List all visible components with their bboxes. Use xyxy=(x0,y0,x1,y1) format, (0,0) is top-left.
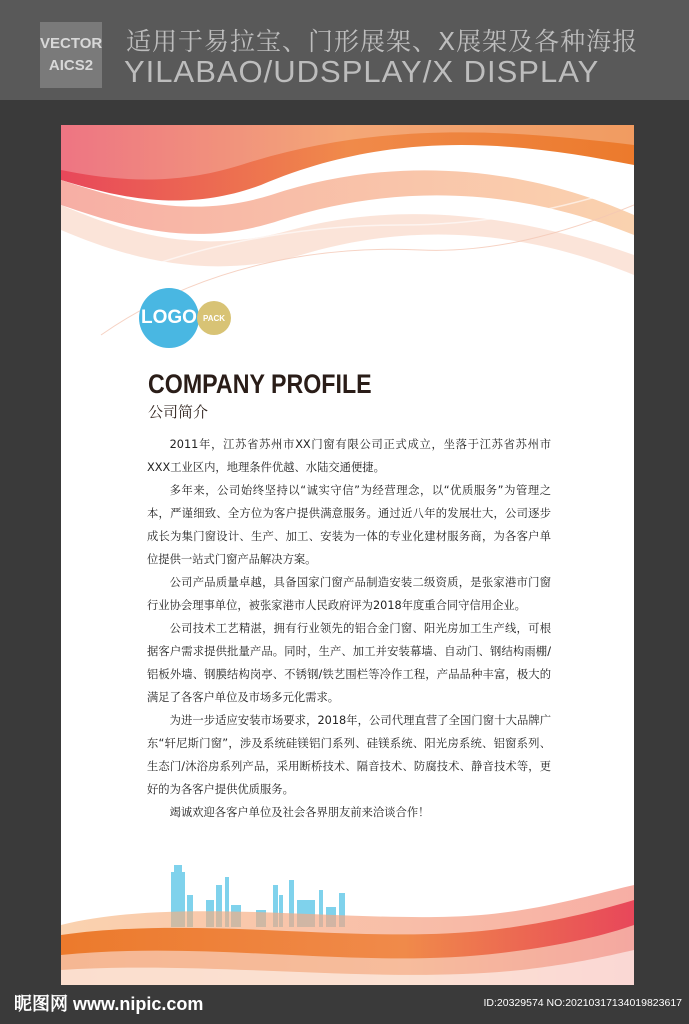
profile-body xyxy=(147,433,551,824)
badge-line-2: AICS2 xyxy=(48,57,94,74)
header-title-cn: 适用于易拉宝、门形展架、X展架及各种海报 xyxy=(126,27,639,56)
paragraph: 2011年，江苏省苏州市XX门窗有限公司正式成立，坐落于江苏省苏州市XXX工业区内，地理条件优越、水陆交通便捷。 xyxy=(147,438,551,474)
profile-title-cn: 公司简介 xyxy=(148,403,209,421)
header-title-en: YILABAO/UDSPLAY/X DISPLAY xyxy=(124,54,600,89)
poster xyxy=(61,125,634,985)
logo-circle xyxy=(139,288,199,348)
pack-circle xyxy=(197,301,231,335)
header-banner xyxy=(0,0,689,100)
paragraph: 公司技术工艺精湛，拥有行业领先的铝合金门窗、阳光房加工生产线，可根据客户需求提供批量产品。同时，生产、加工并安装幕墙、自动门、钢结构雨棚/铝板外墙、钢膜结构岗亭、不锈钢/铁艺围栏等冷作工程，产品品种丰富，极大的满足了各客户单位及市场多元化需求。 xyxy=(147,622,551,704)
footer-id: ID:20329574 NO:20210317134019823617 xyxy=(483,997,682,1009)
footer-site: 昵图网 www.nipic.com xyxy=(14,994,204,1014)
pack-text: PACK xyxy=(202,313,226,323)
paragraph: 为进一步适应安装市场要求，2018年，公司代理直营了全国门窗十大品牌广东“轩尼斯门窗”，涉及系统硅镁铝门系列、硅镁系统、阳光房系统、铝窗系列、生态门/沐浴房系列产品，采用断桥技术、隔音技术、防腐技术、静音技术等，更好的为各客户提供优质服务。 xyxy=(147,714,551,796)
vector-badge xyxy=(40,22,102,88)
badge-line-1: VECTOR xyxy=(40,35,103,52)
paragraph: 公司产品质量卓越，具备国家门窗产品制造安装二级资质，是张家港市门窗行业协会理事单位，被张家港市人民政府评为2018年度重合同守信用企业。 xyxy=(147,576,551,612)
logo-text: LOGO xyxy=(141,307,197,328)
paragraph: 竭诚欢迎各客户单位及社会各界朋友前来洽谈合作！ xyxy=(169,806,430,819)
profile-title-en: COMPANY PROFILE xyxy=(148,369,372,399)
paragraph: 多年来，公司始终坚持以“诚实守信”为经营理念，以“优质服务”为管理之本，严谨细致、全方位为客户提供满意服务。通过近八年的发展壮大，公司逐步成长为集门窗设计、生产、加工、安装为一体的专业化建材服务商，为各客户单位提供一站式门窗产品解决方案。 xyxy=(147,484,551,566)
